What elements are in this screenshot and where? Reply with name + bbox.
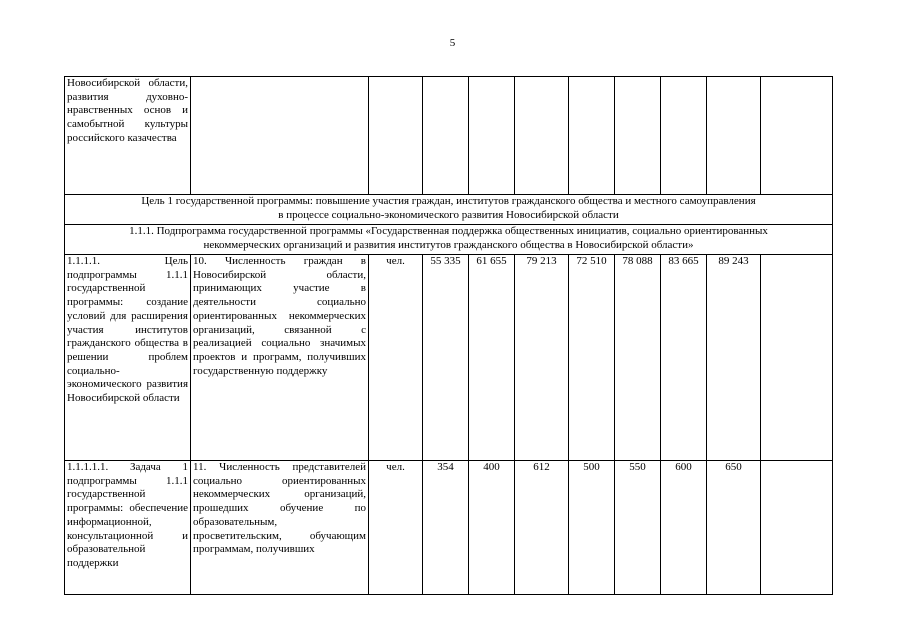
goal-heading-line1: Цель 1 государственной программы: повышение участия граждан, институтов гражданского общества и местного самоуправления: [141, 195, 756, 207]
value-cell: 89 243: [707, 255, 761, 461]
value-cell: 550: [615, 461, 661, 595]
value-cell: [661, 77, 707, 195]
note-cell: [761, 461, 833, 595]
value-cell: 79 213: [515, 255, 569, 461]
value-cell: 78 088: [615, 255, 661, 461]
value-cell: 600: [661, 461, 707, 595]
indicator-table: [64, 76, 833, 595]
value-cell: 612: [515, 461, 569, 595]
value-cell: 500: [569, 461, 615, 595]
value-cell: [423, 77, 469, 195]
goal-heading-cell: [65, 195, 833, 225]
goal-cell: Новосибирской области, развития духовно-нравственных основ и самобытной культуры российского казачества: [65, 77, 191, 195]
subprogram-heading-line2: некоммерческих организаций и развития институтов гражданского общества в Новосибирской области»: [203, 238, 694, 251]
value-cell: [615, 77, 661, 195]
table-row-subprogram: [65, 225, 833, 255]
value-cell: [469, 77, 515, 195]
subprogram-heading-line1: 1.1.1. Подпрограмма государственной программы «Государственная поддержка общественных инициатив, социально ориентированных: [129, 225, 768, 237]
table-row-goal: [65, 195, 833, 225]
note-cell: [761, 77, 833, 195]
value-cell: [515, 77, 569, 195]
goal-heading-line2: в процессе социально-экономического развития Новосибирской области: [278, 208, 619, 221]
value-cell: 650: [707, 461, 761, 595]
unit-cell: [369, 77, 423, 195]
unit-cell: чел.: [369, 255, 423, 461]
table-row-1111: [65, 255, 833, 461]
value-cell: 400: [469, 461, 515, 595]
task-cell: 1.1.1.1.1. Задача 1 подпрограммы 1.1.1 государственной программы: обеспечение информационной, консультационной и образовательной поддержки: [65, 461, 191, 595]
subprogram-heading-cell: [65, 225, 833, 255]
indicator-cell: 11. Численность представителей социально ориентированных некоммерческих организаций, прошедших обучение по образовательным, просветительским, обучающим программам, получивших: [191, 461, 369, 595]
table-row-11111: [65, 461, 833, 595]
value-cell: 55 335: [423, 255, 469, 461]
unit-cell: чел.: [369, 461, 423, 595]
goal-cell: 1.1.1.1. Цель подпрограммы 1.1.1 государственной программы: создание условий для расширения участия институтов гражданского общества в решении проблем социально-экономического развития Новосибирской области: [65, 255, 191, 461]
value-cell: 72 510: [569, 255, 615, 461]
indicator-cell: 10. Численность граждан в Новосибирской области, принимающих участие в деятельности социально ориентированных некоммерческих организаций, связанной с реализацией социально значимых проектов и программ, получивших государственную поддержку: [191, 255, 369, 461]
table-row-continuation: [65, 77, 833, 195]
value-cell: 354: [423, 461, 469, 595]
indicator-cell: [191, 77, 369, 195]
value-cell: 61 655: [469, 255, 515, 461]
note-cell: [761, 255, 833, 461]
value-cell: [569, 77, 615, 195]
value-cell: 83 665: [661, 255, 707, 461]
page-number: 5: [449, 37, 456, 49]
value-cell: [707, 77, 761, 195]
